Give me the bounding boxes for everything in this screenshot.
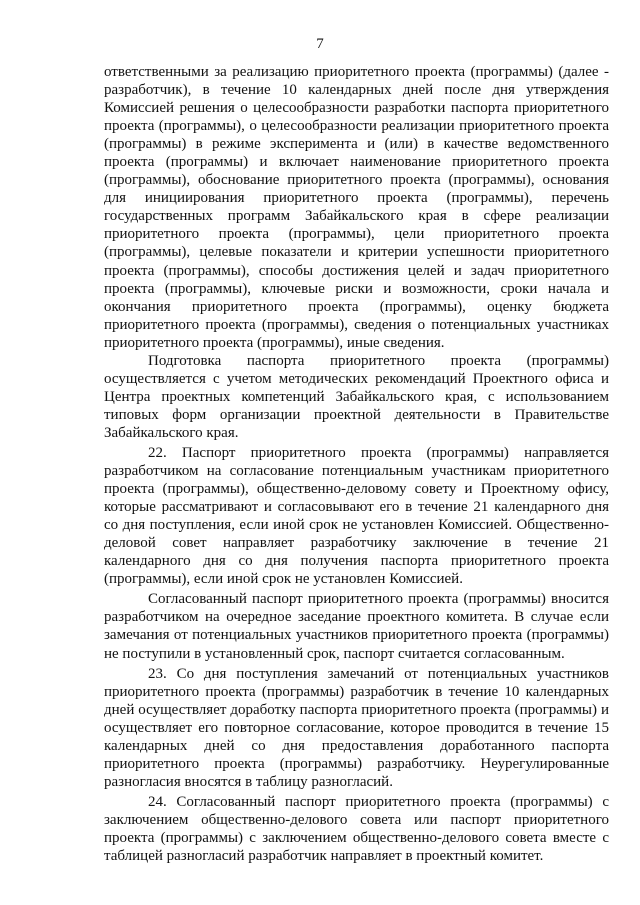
paragraph-clause-24: 24. Согласованный паспорт приоритетного проекта (программы) с заключением общественно-делового совета или паспорт приоритетного проекта (программы) с заключением общественно-делового совета вместе с таблицей разногласий разработчик направляет в проектный комитет. — [104, 793, 609, 865]
document-body — [104, 63, 609, 865]
paragraph-clause-23: 23. Со дня поступления замечаний от потенциальных участников приоритетного проекта (программы) разработчик в течение 10 календарных дней осуществляет доработку паспорта приоритетного проекта (программы) и осуществляет его повторное согласование, которое проводится в течение 15 календарных дней со дня предоставления доработанного паспорта приоритетного проекта (программы) разработчику. Неурегулированные разногласия вносятся в таблицу разногласий. — [104, 665, 609, 790]
paragraph-agreed-passport: Согласованный паспорт приоритетного проекта (программы) вносится разработчиком на очередное заседание проектного комитета. В случае если замечания от потенциальных участников приоритетного проекта (программы) не поступили в установленный срок, паспорт считается согласованным. — [104, 591, 609, 662]
paragraph-clause-22: 22. Паспорт приоритетного проекта (программы) направляется разработчиком на согласование потенциальным участникам приоритетного проекта (программы), общественно-деловому совету и Проектному офису, которые рассматривают и согласовывают его в течение 21 календарного дня со дня поступления, если иной срок не установлен Комиссией. Общественно-деловой совет направляет разработчику заключение в течение 21 календарного дня со дня получения паспорта приоритетного проекта (программы), если иной срок не установлен Комиссией. — [104, 444, 609, 588]
paragraph-continuation: ответственными за реализацию приоритетного проекта (программы) (далее - разработчик), в течение 10 календарных дней после дня утверждения Комиссией решения о целесообразности разработки паспорта приоритетного проекта (программы), о целесообразности реализации приоритетного проекта (программы) в режиме эксперимента и (или) в качестве ведомственного проекта (программы) и включает наименование приоритетного проекта (программы), обоснование приоритетного проекта (программы), основания для инициирования приоритетного проекта (программы), перечень государственных программ Забайкальского края в сфере реализации приоритетного проекта (программы), цели приоритетного проекта (программы), целевые показатели и критерии успешности приоритетного проекта (программы), способы достижения целей и задач приоритетного проекта (программы), ключевые риски и возможности, сроки начала и окончания приоритетного проекта (программы), оценку бюджета приоритетного проекта (программы), сведения о потенциальных участниках приоритетного проекта (программы), иные сведения. — [104, 64, 609, 351]
page-number: 7 — [316, 36, 324, 52]
paragraph-passport-preparation: Подготовка паспорта приоритетного проекта (программы) осуществляется с учетом методических рекомендаций Проектного офиса и Центра проектных компетенций Забайкальского края, с использованием типовых форм организации проектной деятельности в Правительстве Забайкальского края. — [104, 352, 609, 441]
